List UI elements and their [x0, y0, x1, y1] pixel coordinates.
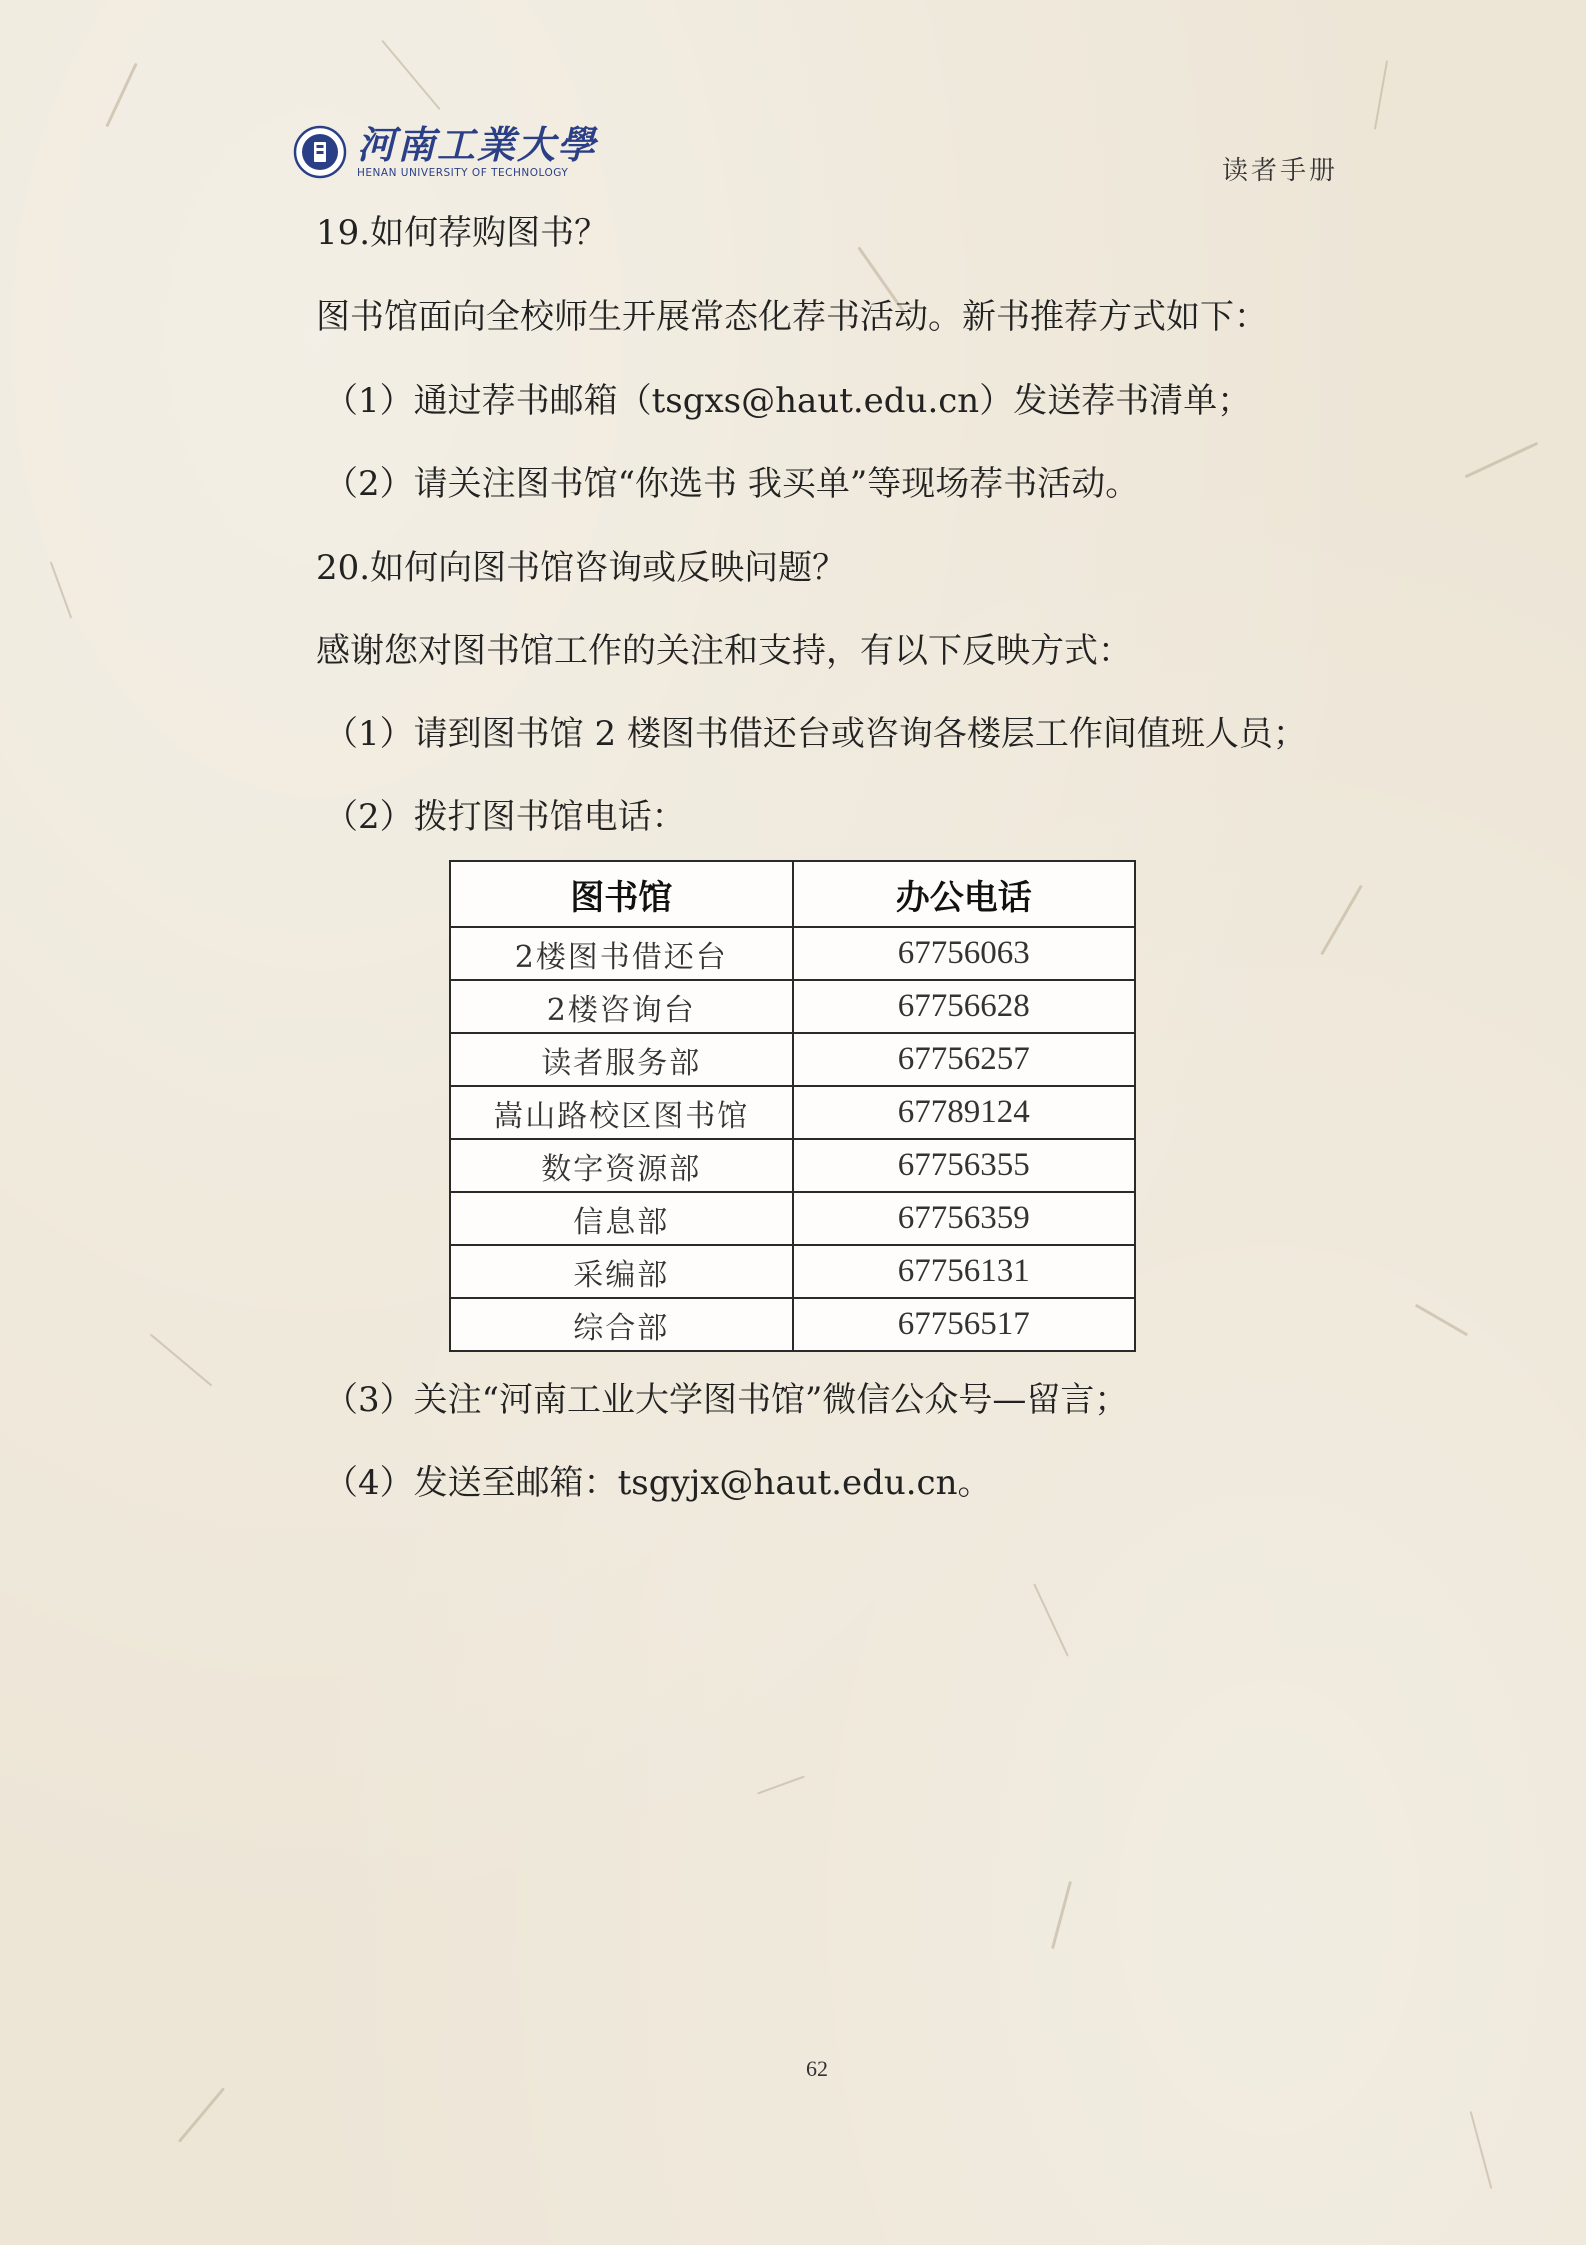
- question-19-title: 19.如何荐购图书？: [316, 213, 609, 253]
- table-row: [450, 1033, 1135, 1086]
- dept-cell: 采编部: [450, 1245, 793, 1298]
- paper-fiber: [178, 2087, 225, 2143]
- question-19-item-1: （1）通过荐书邮箱（tsgxs@haut.edu.cn）发送荐书清单；: [324, 381, 1252, 421]
- question-20-item-1: （1）请到图书馆 2 楼图书借还台或咨询各楼层工作间值班人员；: [324, 714, 1307, 754]
- dept-cell: 数字资源部: [450, 1139, 793, 1192]
- phone-cell: 67756359: [793, 1192, 1136, 1245]
- table-row: [450, 927, 1135, 980]
- dept-cell: 2楼图书借还台: [450, 927, 793, 980]
- page-number: 62: [806, 2056, 828, 2081]
- table-row: [450, 1192, 1135, 1245]
- paper-fiber: [1415, 1304, 1468, 1337]
- question-19-item-2: （2）请关注图书馆“你选书 我买单”等现场荐书活动。: [324, 464, 1140, 504]
- dept-cell: 嵩山路校区图书馆: [450, 1086, 793, 1139]
- manual-title: 读者手册: [1222, 156, 1339, 186]
- question-19-intro: 图书馆面向全校师生开展常态化荐书活动。新书推荐方式如下：: [316, 297, 1268, 337]
- paper-fiber: [1465, 442, 1539, 479]
- paper-fiber: [381, 40, 440, 110]
- paper-fiber: [1374, 60, 1388, 129]
- question-20-item-2: （2）拨打图书馆电话：: [324, 797, 686, 837]
- paper-fiber: [1051, 1881, 1072, 1949]
- table-row: [450, 1245, 1135, 1298]
- phone-cell: 67789124: [793, 1086, 1136, 1139]
- phone-cell: 67756131: [793, 1245, 1136, 1298]
- paper-fiber: [1320, 885, 1363, 956]
- paper-fiber: [105, 63, 137, 128]
- dept-cell: 综合部: [450, 1298, 793, 1351]
- dept-cell: 2楼咨询台: [450, 980, 793, 1033]
- table-header-row: [450, 861, 1135, 927]
- phone-cell: 67756517: [793, 1298, 1136, 1351]
- paper-fiber: [50, 561, 72, 618]
- university-seal-icon: [293, 125, 347, 179]
- question-20-title: 20.如何向图书馆咨询或反映问题？: [316, 548, 847, 588]
- column-header-phone: 办公电话: [793, 861, 1136, 927]
- university-name-en: HENAN UNIVERSITY OF TECHNOLOGY: [357, 167, 569, 179]
- phone-cell: 67756257: [793, 1033, 1136, 1086]
- dept-cell: 读者服务部: [450, 1033, 793, 1086]
- dept-cell: 信息部: [450, 1192, 793, 1245]
- paper-fiber: [757, 1776, 805, 1795]
- university-name-cn: 河南工業大學: [357, 122, 598, 167]
- paper-fiber: [1033, 1583, 1069, 1656]
- question-20-intro: 感谢您对图书馆工作的关注和支持，有以下反映方式：: [316, 631, 1132, 671]
- phone-cell: 67756063: [793, 927, 1136, 980]
- table-row: [450, 1139, 1135, 1192]
- paper-fiber: [150, 1334, 213, 1387]
- column-header-library: 图书馆: [450, 861, 793, 927]
- table-row: [450, 1086, 1135, 1139]
- table-row: [450, 980, 1135, 1033]
- table-row: [450, 1298, 1135, 1351]
- question-20-item-4: （4）发送至邮箱：tsgyjx@haut.edu.cn。: [324, 1463, 992, 1503]
- university-logo: [293, 122, 597, 182]
- phone-cell: 67756628: [793, 980, 1136, 1033]
- question-20-item-3: （3）关注“河南工业大学图书馆”微信公众号—留言；: [324, 1380, 1129, 1420]
- paper-fiber: [1470, 2111, 1493, 2189]
- phone-table: [449, 860, 1136, 1352]
- phone-cell: 67756355: [793, 1139, 1136, 1192]
